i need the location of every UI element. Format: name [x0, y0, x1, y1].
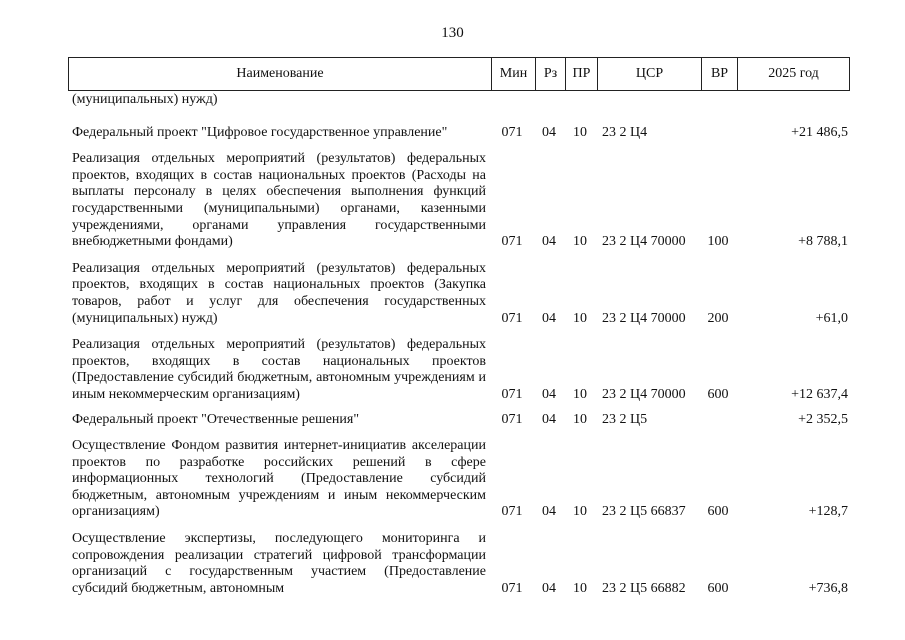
table-header — [68, 57, 850, 91]
header-name: Наименование — [236, 66, 324, 81]
row-csr: 23 2 Ц4 70000 — [602, 386, 686, 402]
row-vr: 100 — [707, 234, 729, 250]
table-row — [68, 412, 850, 429]
table-row — [68, 125, 850, 142]
header-pr: ПР — [565, 58, 597, 90]
row-min: 071 — [501, 504, 523, 520]
row-rz: 04 — [542, 580, 556, 596]
header-vr: ВР — [701, 58, 737, 90]
table-row — [68, 151, 850, 251]
row-rz: 04 — [542, 310, 556, 326]
row-min: 071 — [501, 411, 523, 427]
table-row — [68, 261, 850, 327]
row-amount: +12 637,4 — [791, 386, 848, 402]
row-rz: 04 — [542, 124, 556, 140]
row-pr: 10 — [573, 386, 587, 402]
row-vr: 200 — [707, 310, 729, 326]
row-amount: +8 788,1 — [798, 234, 848, 250]
row-amount: +21 486,5 — [791, 124, 848, 140]
row-amount: +2 352,5 — [798, 411, 848, 427]
row-name: (муниципальных) нужд) — [72, 92, 218, 107]
row-csr: 23 2 Ц4 70000 — [602, 310, 686, 326]
header-rz: Рз — [535, 58, 565, 90]
row-rz: 04 — [542, 386, 556, 402]
header-year: 2025 год — [737, 58, 849, 90]
row-amount: +736,8 — [808, 580, 848, 596]
row-rz: 04 — [542, 234, 556, 250]
row-pr: 10 — [573, 124, 587, 140]
header-min: Мин — [491, 58, 535, 90]
row-csr: 23 2 Ц5 — [602, 411, 648, 427]
row-amount: +61,0 — [815, 310, 848, 326]
row-pr: 10 — [573, 310, 587, 326]
row-min: 071 — [501, 234, 523, 250]
row-csr: 23 2 Ц4 70000 — [602, 234, 686, 250]
row-vr: 600 — [707, 504, 729, 520]
table-row — [68, 438, 850, 521]
row-min: 071 — [501, 310, 523, 326]
table-body — [68, 91, 850, 597]
row-rz: 04 — [542, 411, 556, 427]
row-name: Федеральный проект "Отечественные решения" — [72, 411, 360, 427]
row-csr: 23 2 Ц5 66882 — [602, 580, 686, 596]
row-name: Осуществление Фондом развития интернет-инициатив акселерации проектов по разработке российских решений в сфере информационных технологий (Предоставление субсидий бюджетным, автономным учреждениям и иным некоммерческим организациям) — [72, 438, 486, 520]
row-name: Реализация отдельных мероприятий (результатов) федеральных проектов, входящих в состав национальных проектов (Предоставление субсидий бюджетным, автономным учреждениям и иным некоммерческим организациям) — [72, 337, 486, 402]
row-vr: 600 — [707, 386, 729, 402]
row-min: 071 — [501, 580, 523, 596]
row-amount: +128,7 — [808, 504, 848, 520]
row-rz: 04 — [542, 504, 556, 520]
row-name: Реализация отдельных мероприятий (результатов) федеральных проектов, входящих в состав национальных проектов (Закупка товаров, работ и услуг для обеспечения государственных (муниципальных) нужд) — [72, 260, 486, 326]
row-name: Федеральный проект "Цифровое государственное управление" — [72, 124, 448, 140]
table-row — [68, 337, 850, 403]
row-name: Реализация отдельных мероприятий (результатов) федеральных проектов, входящих в состав национальных проектов (Расходы на выплаты персоналу в целях обеспечения выполнения функций государственными (муниципальными) органами, казенными учреждениями, органами управления государственными внебюджетными фондами) — [72, 151, 486, 250]
table-row — [68, 531, 850, 597]
row-min: 071 — [501, 124, 523, 140]
row-pr: 10 — [573, 504, 587, 520]
row-vr: 600 — [707, 580, 729, 596]
row-name: Осуществление экспертизы, последующего мониторинга и сопровождения реализации стратегий цифровой трансформации организаций с государственным участием (Предоставление субсидий бюджетным, автономным — [72, 531, 486, 596]
row-min: 071 — [501, 386, 523, 402]
row-csr: 23 2 Ц4 — [602, 124, 648, 140]
row-pr: 10 — [573, 234, 587, 250]
table-row — [68, 92, 850, 109]
page-number: 130 — [441, 25, 464, 41]
row-pr: 10 — [573, 411, 587, 427]
row-pr: 10 — [573, 580, 587, 596]
header-csr: ЦСР — [597, 58, 701, 90]
row-csr: 23 2 Ц5 66837 — [602, 504, 686, 520]
